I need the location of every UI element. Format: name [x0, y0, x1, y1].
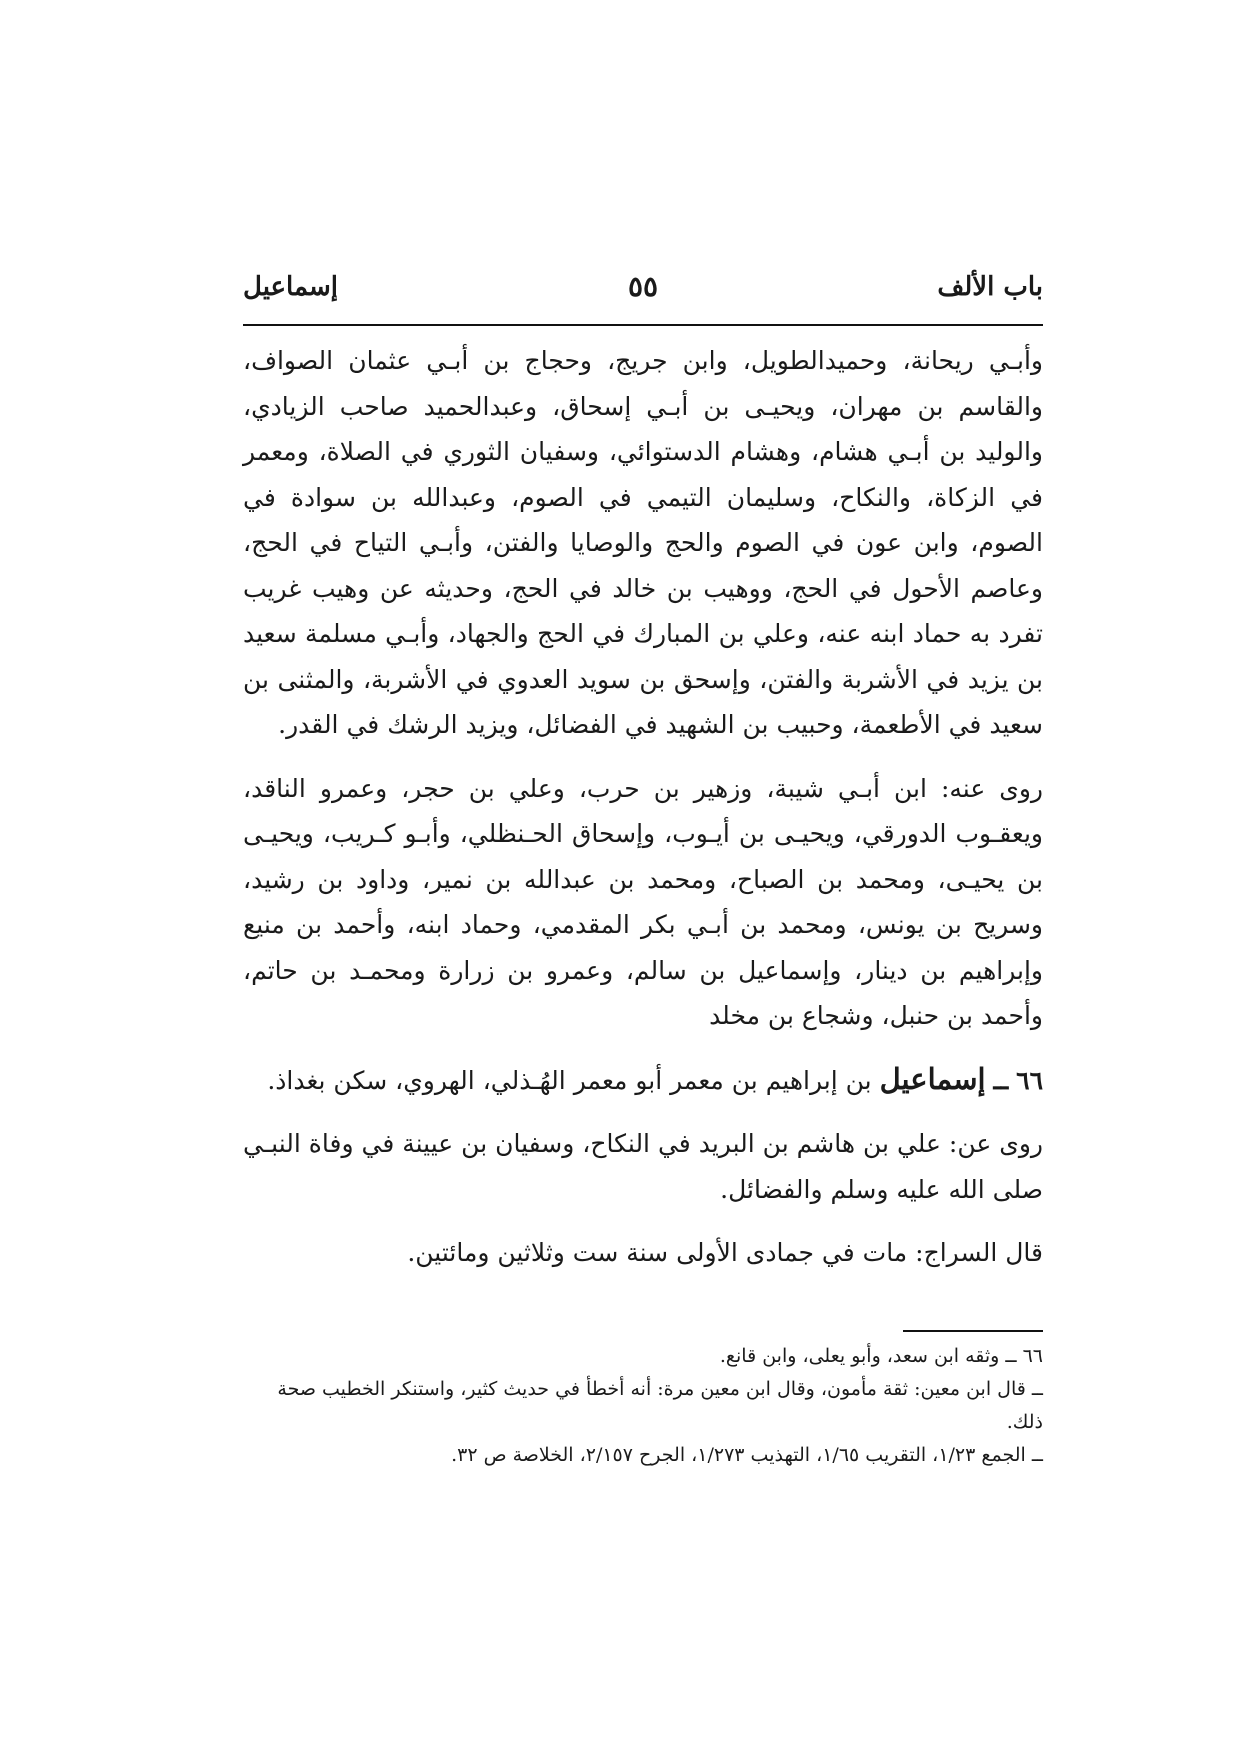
footnote-line: ــ قال ابن معين: ثقة مأمون، وقال ابن معين مرة: أنه أخطأ في حديث كثير، واستنكر الخطيب صحة ذلك. — [277, 1378, 1043, 1433]
footnotes — [243, 1340, 1043, 1472]
running-entry-name: إسماعيل — [243, 272, 339, 302]
entry-66-narrated-from: روى عن: علي بن هاشم بن البريد في النكاح، وسفيان بن عيينة في وفاة النبـي صلى الله عليه وسلم والفضائل. — [243, 1129, 1043, 1204]
footnote-line: ــ الجمع ١/٢٣، التقريب ١/٦٥، التهذيب ١/٢٧٣، الجرح ٢/١٥٧، الخلاصة ص ٣٢. — [451, 1444, 1043, 1466]
running-header — [243, 268, 1043, 318]
page-number: ٥٥ — [627, 270, 659, 303]
footnote-rule — [903, 1330, 1043, 1332]
entry-title: إسماعيل — [879, 1061, 986, 1096]
entry-66-lineage: بن إبراهيم بن معمر أبو معمر الهُـذلي، الهروي، سكن بغداذ. — [267, 1065, 872, 1095]
main-text — [243, 338, 1043, 1276]
narrated-by-paragraph: روى عنه: ابن أبـي شيبة، وزهير بن حرب، وعلي بن حجر، وعمرو الناقد، ويعقـوب الدورقي، ويحيـى بن أيـوب، وإسحاق الحـنظلي، وأبـو كـريب، ويحيـى بن يحيـى، ومحمد بن الصباح، ومحمد بن عبدالله بن نمير، وداود بن رشيد، وسريح بن يونس، ومحمد بن أبـي بكر المقدمي، وحماد ابنه، وأحمد بن منيع وإبراهيم بن دينار، وإسماعيل بن سالم، وعمرو بن زرارة ومحمـد بن حاتم، وأحمد بن حنبل، وشجاع بن مخلد — [243, 773, 1043, 1030]
entry-dash: ــ — [993, 1065, 1009, 1095]
entry-66-death: قال السراج: مات في جمادى الأولى سنة ست وثلاثين ومائتين. — [407, 1238, 1043, 1267]
narrators-from-continued: وأبـي ريحانة، وحميدالطويل، وابن جريج، وحجاج بن أبـي عثمان الصواف، والقاسم بن مهران، ويحيـى بن أبـي إسحاق، وعبدالحميد صاحب الزيادي، والوليد بن أبـي هشام، وهشام الدستوائي، وسفيان الثوري في الصلاة، ومعمر في الزكاة، والنكاح، وسليمان التيمي في الصوم، وعبدالله بن سوادة في الصوم، وابن عون في الصوم والحج والوصايا والفتن، وأبـي التياح في الحج، وعاصم الأحول في الحج، ووهيب بن خالد في الحج، وحديثه عن وهيب غريب تفرد به حماد ابنه عنه، وعلي بن المبارك في الحج والجهاد، وأبـي مسلمة سعيد بن يزيد في الأشربة والفتن، وإسحق بن سويد العدوي في الأشربة، والمثنى بن سعيد في الأطعمة، وحبيب بن الشهيد في الفضائل، ويزيد الرشك في القدر. — [243, 346, 1043, 739]
chapter-title: باب الألف — [937, 272, 1043, 302]
entry-66-paragraph — [243, 1057, 1043, 1104]
footnote-line: ٦٦ ــ وثقه ابن سعد، وأبو يعلى، وابن قانع. — [719, 1345, 1043, 1367]
entry-number: ٦٦ — [1016, 1065, 1043, 1095]
header-rule — [243, 324, 1043, 326]
